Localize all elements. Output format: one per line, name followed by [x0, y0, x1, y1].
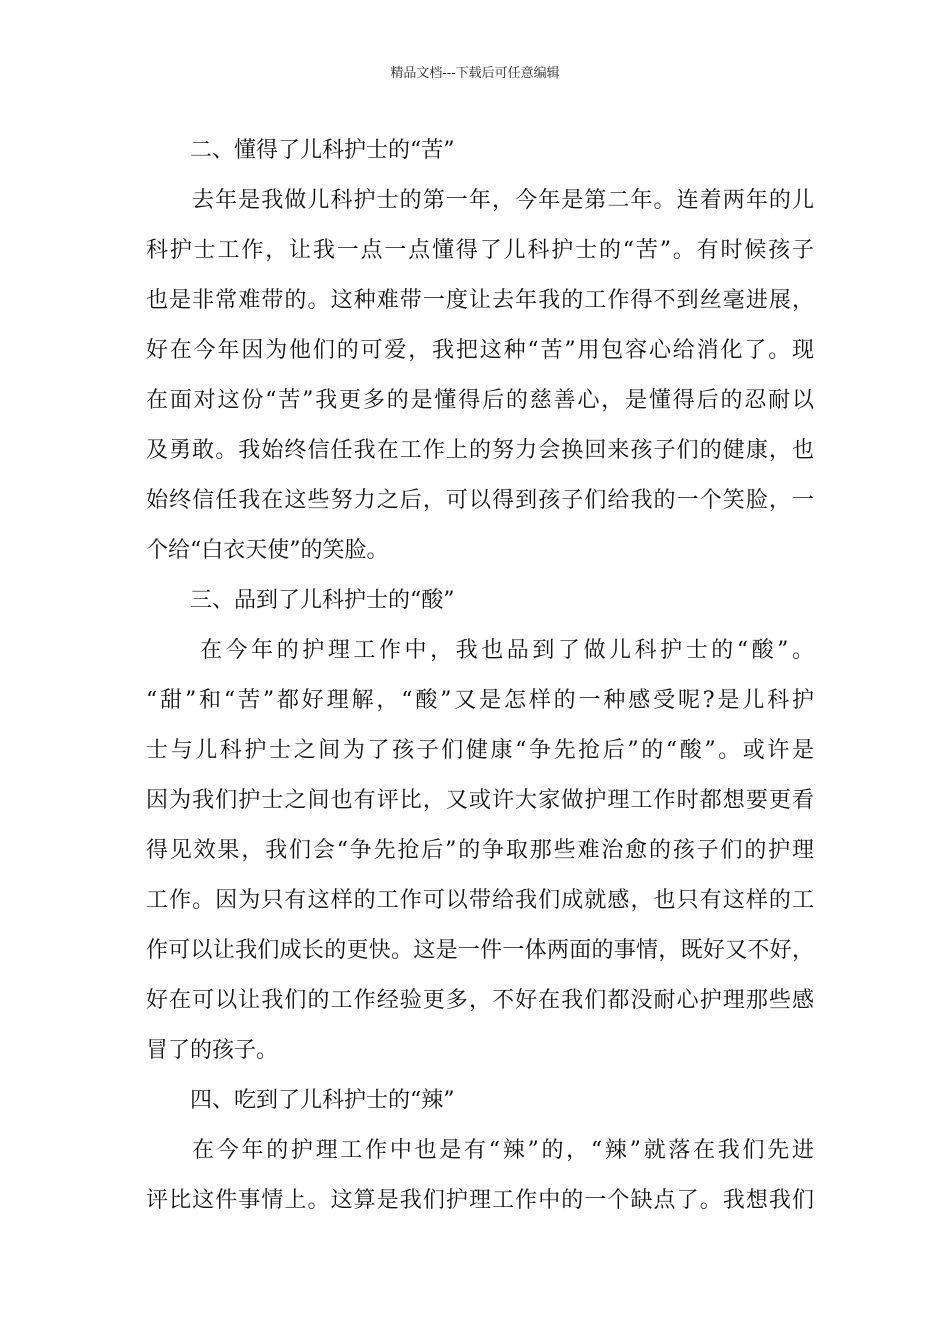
paragraph-line: 个给“白衣天使”的笑脸。	[146, 538, 389, 563]
paragraph-line: 评比这件事情上。这算是我们护理工作中的一个缺点了。我想我们	[146, 1188, 814, 1213]
paragraph-line: 始终信任我在这些努力之后，可以得到孩子们给我的一个笑脸，一	[146, 488, 814, 513]
section-heading: 四、吃到了儿科护士的“辣”	[190, 1088, 455, 1113]
paragraph-line: 好在今年因为他们的可爱，我把这种“苦”用包容心给消化了。现	[146, 338, 814, 363]
paragraph-line: 科护士工作，让我一点一点懂得了儿科护士的“苦”。有时候孩子	[146, 238, 814, 263]
paragraph-line: 工作。因为只有这样的工作可以带给我们成就感，也只有这样的工	[146, 888, 814, 913]
paragraph-line: 得见效果，我们会“争先抢后”的争取那些难治愈的孩子们的护理	[146, 838, 814, 863]
section-spicy	[146, 1076, 814, 1226]
paragraph-line: 也是非常难带的。这种难带一度让去年我的工作得不到丝毫进展，	[146, 288, 814, 313]
paragraph-line: 在今年的护理工作中也是有“辣”的，“辣”就落在我们先进	[192, 1138, 814, 1163]
paragraph-line: 去年是我做儿科护士的第一年，今年是第二年。连着两年的儿	[192, 188, 814, 213]
section-heading: 二、懂得了儿科护士的“苦”	[190, 138, 455, 163]
paragraph-line: 及勇敢。我始终信任我在工作上的努力会换回来孩子们的健康，也	[146, 438, 814, 463]
section-heading: 三、品到了儿科护士的“酸”	[190, 588, 455, 613]
paragraph-line: 在面对这份“苦”我更多的是懂得后的慈善心，是懂得后的忍耐以	[146, 388, 814, 413]
paragraph-line: 好在可以让我们的工作经验更多，不好在我们都没耐心护理那些感	[146, 988, 814, 1013]
page-header: 精品文档---下载后可任意编辑	[390, 66, 560, 81]
document-body	[146, 126, 814, 1226]
paragraph-line: 士与儿科护士之间为了孩子们健康“争先抢后”的“酸”。或许是	[146, 738, 814, 763]
paragraph-line: 在今年的护理工作中，我也品到了做儿科护士的“酸”。	[200, 638, 814, 663]
section-bitter	[146, 126, 814, 576]
section-sour	[146, 576, 814, 1076]
paragraph-line: 冒了的孩子。	[146, 1038, 279, 1063]
paragraph-line: 因为我们护士之间也有评比，又或许大家做护理工作时都想要更看	[146, 788, 814, 813]
paragraph-line: “甜”和“苦”都好理解，“酸”又是怎样的一种感受呢?是儿科护	[146, 688, 814, 713]
paragraph-line: 作可以让我们成长的更快。这是一件一体两面的事情，既好又不好，	[146, 938, 814, 963]
